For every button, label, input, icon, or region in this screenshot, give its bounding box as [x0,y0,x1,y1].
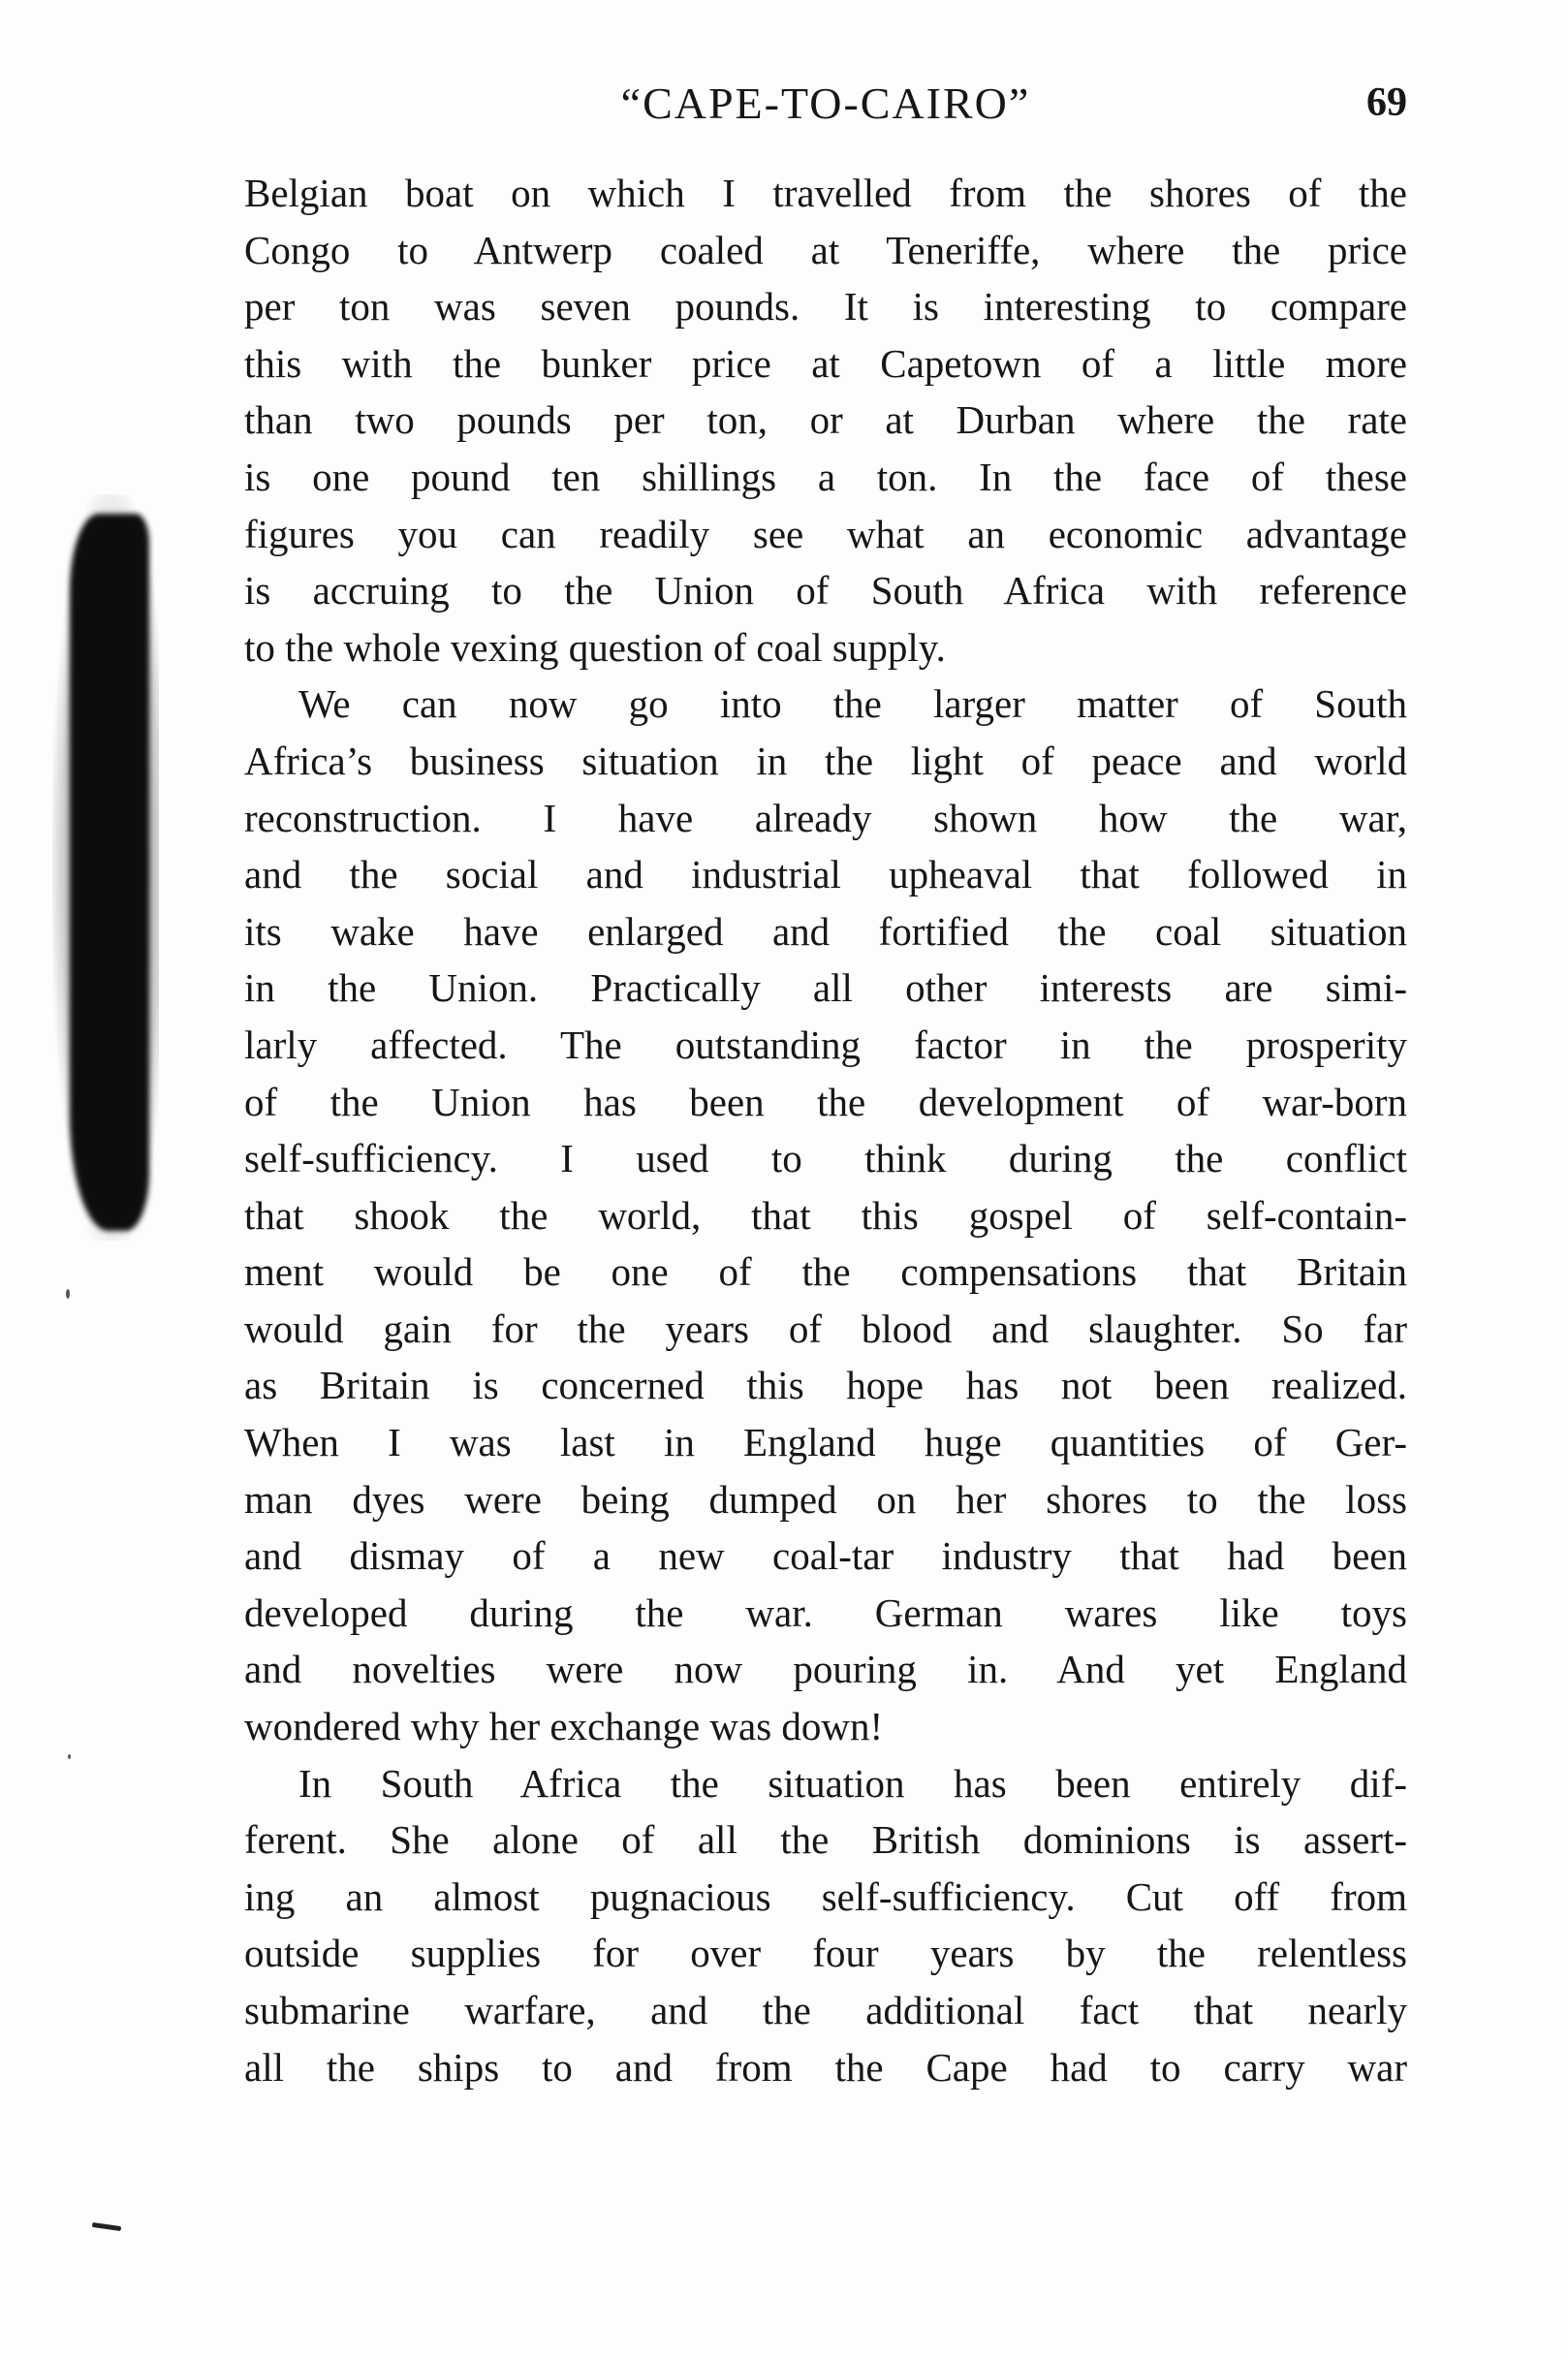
text-line: would gain for the years of blood and slaughter. So far [244,1306,1407,1351]
text-line: When I was last in England huge quantities of Ger- [244,1420,1407,1465]
text-line: man dyes were being dumped on her shores to the loss [244,1476,1407,1522]
running-title: “CAPE-TO-CAIRO” [620,79,1031,128]
binding-shadow-artifact [39,494,155,1241]
dust-speck [66,1289,70,1299]
text-line: self-sufficiency. I used to think during the conflict [244,1136,1407,1181]
text-line: Africa’s business situation in the light of peace and world [244,738,1407,783]
text-line: larly affected. The outstanding factor in the prosperity [244,1022,1407,1067]
page-number: 69 [1366,80,1407,125]
text-line: outside supplies for over four years by the relentless [244,1931,1407,1976]
text-line: ing an almost pugnacious self-sufficiency. Cut off from [244,1873,1407,1919]
text-line: in the Union. Practically all other interests are simi- [244,965,1407,1011]
paragraph-3 [244,1755,1407,2096]
text-line: In South Africa the situation has been entirely dif- [298,1760,1407,1806]
text-line: as Britain is concerned this hope has not been realized. [244,1363,1407,1408]
text-line: to the whole vexing question of coal supply. [244,624,946,670]
text-line: figures you can readily see what an economic advantage [244,511,1407,556]
body-text [244,165,1407,2095]
text-line: its wake have enlarged and fortified the coal situation [244,908,1407,954]
running-head [244,78,1407,145]
text-line: is one pound ten shillings a ton. In the face of these [244,454,1407,499]
text-line: Congo to Antwerp coaled at Teneriffe, where the price [244,227,1407,272]
shadow-core [70,514,149,1231]
paragraph-2 [244,676,1407,1754]
text-line: that shook the world, that this gospel of self-contain- [244,1192,1407,1238]
text-line: and novelties were now pouring in. And yet England [244,1647,1407,1692]
text-line: is accruing to the Union of South Africa with reference [244,568,1407,614]
text-line: Belgian boat on which I travelled from the shores of the [244,171,1407,215]
text-line: of the Union has been the development of war-born [244,1079,1407,1124]
text-line: developed during the war. German wares like toys [244,1589,1407,1635]
text-line: submarine warfare, and the additional fact that nearly [244,1988,1407,2032]
text-line: wondered why her exchange was down! [244,1704,884,1749]
text-line: and the social and industrial upheaval that followed in [244,852,1407,897]
text-line: reconstruction. I have already shown how the war, [244,795,1407,840]
text-line: than two pounds per ton, or at Durban where the rate [244,397,1407,443]
text-line: this with the bunker price at Capetown of a little more [244,340,1407,386]
paragraph-1 [244,165,1407,676]
text-line: ferent. She alone of all the British dominions is assert- [244,1817,1407,1863]
text-line: We can now go into the larger matter of South [298,681,1407,727]
scan-mark [92,2222,121,2231]
dust-speck [68,1754,71,1759]
text-line: and dismay of a new coal-tar industry that had been [244,1533,1407,1579]
text-line: per ton was seven pounds. It is interesting to compare [244,284,1407,330]
text-line: ment would be one of the compensations that Britain [244,1249,1407,1295]
text-line: all the ships to and from the Cape had to carry war [244,2044,1407,2090]
